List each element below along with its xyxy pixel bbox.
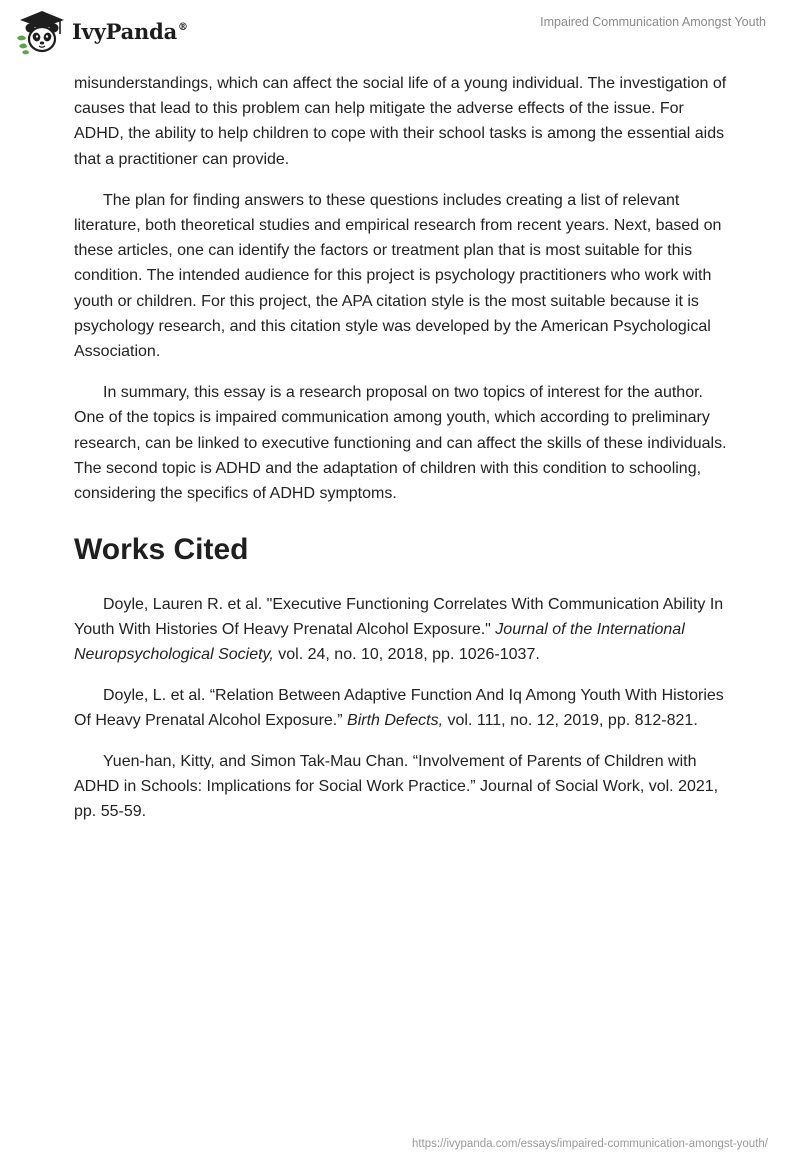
citation-entry [74,749,734,824]
body-paragraph: misunderstandings, which can affect the social life of a young individual. The investigation of causes that lead to this problem can help mitigate the adverse effects of the issue. For ADHD, the ability to help children to cope with their school tasks is among the essential aids that a practitioner can provide. [74,75,727,168]
panda-graduate-icon [14,8,66,56]
logo-wordmark: IvyPanda® [72,18,188,44]
body-paragraph: In summary, this essay is a research proposal on two topics of interest for the author. One of the topics is impaired communication among youth, which according to preliminary research, can be linked to executive functioning and can affect the skills of these individuals. The second topic is ADHD and the adaptation of children with this condition to schooling, considering the specifics of ADHD symptoms. [74,384,727,503]
ivypanda-logo[interactable] [14,8,188,56]
running-title: Impaired Communication Amongst Youth [540,15,766,29]
citation-journal: Journal of the International Neuropsychological Society, [74,621,685,664]
works-cited-heading: Works Cited [74,533,249,567]
citation-entry [74,592,734,667]
citation-details: vol. 111, no. 12, 2019, pp. 812-821. [443,712,698,730]
citation-text: Yuen-han, Kitty, and Simon Tak-Mau Chan. “Involvement of Parents of Children with ADHD in Schools: Implications for Social Work Practice.” Journal of Social Work, vol. 2021, pp. 55-59. [74,753,719,821]
essay-content [74,71,734,840]
citation-text: Doyle, L. et al. “Relation Between Adaptive Function And Iq Among Youth With Histories Of Heavy Prenatal Alcohol Exposure.” [74,687,724,730]
page-header [0,0,800,64]
citation-entry [74,683,734,733]
citation-journal: Birth Defects, [347,712,444,730]
body-paragraph: The plan for finding answers to these questions includes creating a list of relevant literature, both theoretical studies and empirical research from recent years. Next, based on these articles, one can identify the factors or treatment plan that is most suitable for this condition. The intended audience for this project is psychology practitioners who work with youth or children. For this project, the APA citation style is the most suitable because it is psychology research, and this citation style was developed by the American Psychological Association. [74,191,722,361]
registered-mark: ® [178,21,188,33]
citation-details: vol. 24, no. 10, 2018, pp. 1026-1037. [273,646,540,664]
source-url-link[interactable]: https://ivypanda.com/essays/impaired-communication-amongst-youth/ [411,1138,768,1150]
citation-text: Doyle, Lauren R. et al. "Executive Functioning Correlates With Communication Ability In Youth With Histories Of Heavy Prenatal Alcohol Exposure." [74,596,724,639]
